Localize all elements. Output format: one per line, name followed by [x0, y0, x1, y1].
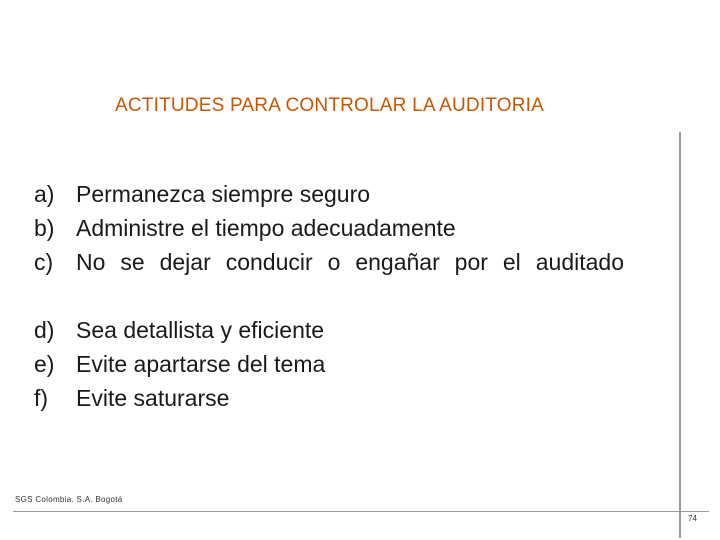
list-marker: a)	[34, 181, 55, 207]
vertical-divider	[679, 132, 681, 538]
list-item	[34, 245, 624, 313]
footer-divider	[13, 511, 709, 512]
attitudes-list	[34, 177, 624, 415]
list-item	[34, 313, 624, 347]
list-marker: b)	[34, 215, 55, 241]
list-marker: d)	[34, 317, 55, 343]
list-item-text: Evite apartarse del tema	[76, 351, 326, 377]
list-marker: f)	[34, 385, 49, 411]
list-item	[34, 177, 624, 211]
list-item-text: Evite saturarse	[76, 385, 230, 411]
page-number: 74	[688, 514, 697, 523]
list-item	[34, 381, 624, 415]
list-item	[34, 211, 624, 245]
list-item	[34, 347, 624, 381]
list-item-text: Administre el tiempo adecuadamente	[76, 215, 456, 241]
list-item-text: No se dejar conducir o engañar por el auditado	[76, 249, 624, 275]
slide-title: ACTITUDES PARA CONTROLAR LA AUDITORIA	[115, 95, 545, 116]
list-item-text: Sea detallista y eficiente	[76, 317, 325, 343]
footer-company: SGS Colombia. S.A. Bogotá	[15, 495, 123, 504]
list-marker: e)	[34, 351, 55, 377]
list-marker: c)	[34, 249, 54, 275]
list-item-text: Permanezca siempre seguro	[76, 181, 371, 207]
